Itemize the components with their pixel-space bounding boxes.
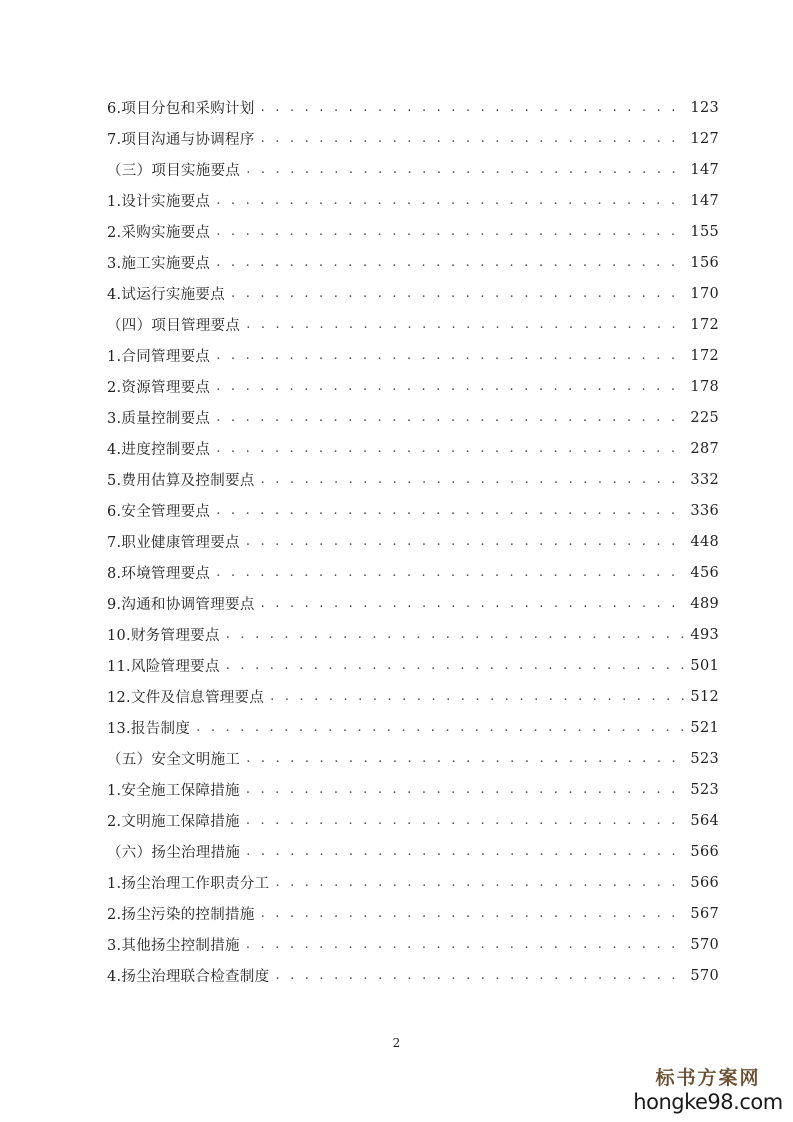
- toc-entry[interactable]: [107, 278, 719, 309]
- toc-dot-leader: [246, 163, 684, 176]
- toc-dot-leader: [246, 535, 685, 548]
- toc-entry[interactable]: [107, 185, 719, 216]
- toc-entry-title: 13.报告制度: [107, 721, 191, 737]
- toc-dot-leader: [246, 814, 685, 827]
- toc-entry-title: 8.环境管理要点: [107, 566, 211, 582]
- toc-entry[interactable]: [107, 402, 719, 433]
- toc-entry[interactable]: [107, 433, 719, 464]
- toc-entry[interactable]: [107, 712, 719, 743]
- toc-entry-title: 2.资源管理要点: [107, 380, 211, 396]
- toc-entry-page: 123: [690, 99, 719, 116]
- toc-entry-title: 11.风险管理要点: [107, 659, 220, 675]
- toc-dot-leader: [275, 876, 684, 889]
- toc-dot-leader: [226, 628, 685, 641]
- toc-entry-title: 9.沟通和协调管理要点: [107, 597, 255, 613]
- toc-entry-page: 170: [690, 285, 719, 302]
- toc-entry-page: 332: [690, 471, 719, 488]
- toc-entry-page: 147: [690, 192, 719, 209]
- watermark-logo: [633, 1063, 783, 1114]
- toc-entry-page: 178: [690, 378, 719, 395]
- toc-dot-leader: [196, 721, 684, 734]
- toc-entry-title: 4.扬尘治理联合检查制度: [107, 969, 270, 985]
- toc-dot-leader: [216, 349, 684, 362]
- watermark-title: 标书方案网: [655, 1067, 761, 1089]
- toc-entry[interactable]: [107, 929, 719, 960]
- toc-entry[interactable]: [107, 898, 719, 929]
- toc-entry[interactable]: [107, 371, 719, 402]
- toc-entry[interactable]: [107, 774, 719, 805]
- toc-entry-page: 287: [690, 440, 719, 457]
- toc-entry-title: 7.职业健康管理要点: [107, 535, 240, 551]
- toc-dot-leader: [216, 411, 684, 424]
- toc-entry[interactable]: [107, 681, 719, 712]
- toc-entry[interactable]: [107, 309, 719, 340]
- toc-dot-leader: [261, 907, 685, 920]
- toc-entry-page: 172: [690, 316, 719, 333]
- toc-entry-title: （六）扬尘治理措施: [107, 845, 241, 861]
- toc-entry-page: 336: [690, 502, 719, 519]
- toc-entry-page: 448: [690, 533, 719, 550]
- toc-dot-leader: [216, 442, 684, 455]
- toc-entry-page: 155: [690, 223, 719, 240]
- toc-entry-title: 3.施工实施要点: [107, 256, 211, 272]
- toc-entry-title: 1.扬尘治理工作职责分工: [107, 876, 270, 892]
- toc-dot-leader: [246, 938, 685, 951]
- toc-entry[interactable]: [107, 867, 719, 898]
- toc-entry-title: 1.安全施工保障措施: [107, 783, 240, 799]
- toc-entry-page: 156: [690, 254, 719, 271]
- toc-dot-leader: [246, 752, 684, 765]
- toc-dot-leader: [246, 845, 684, 858]
- toc-entry[interactable]: [107, 557, 719, 588]
- toc-entry-page: 512: [690, 688, 719, 705]
- toc-entry-page: 489: [690, 595, 719, 612]
- toc-entry-page: 570: [690, 967, 719, 984]
- toc-entry-page: 172: [690, 347, 719, 364]
- toc-entry[interactable]: [107, 836, 719, 867]
- toc-entry-page: 456: [690, 564, 719, 581]
- toc-dot-leader: [216, 225, 684, 238]
- toc-entry-title: 5.费用估算及控制要点: [107, 473, 255, 489]
- toc-entry[interactable]: [107, 588, 719, 619]
- toc-entry[interactable]: [107, 526, 719, 557]
- toc-entry[interactable]: [107, 216, 719, 247]
- toc-entry-page: 127: [690, 130, 719, 147]
- toc-entry-title: （三）项目实施要点: [107, 163, 241, 179]
- toc-dot-leader: [261, 101, 685, 114]
- toc-dot-leader: [216, 504, 684, 517]
- toc-entry[interactable]: [107, 805, 719, 836]
- toc-entry[interactable]: [107, 495, 719, 526]
- toc-entry-title: 6.项目分包和采购计划: [107, 101, 255, 117]
- toc-entry[interactable]: [107, 92, 719, 123]
- table-of-contents: [107, 92, 719, 991]
- toc-entry-page: 564: [690, 812, 719, 829]
- toc-entry-page: 147: [690, 161, 719, 178]
- toc-dot-leader: [226, 659, 685, 672]
- toc-dot-leader: [270, 690, 684, 703]
- toc-entry[interactable]: [107, 154, 719, 185]
- watermark-url: hongke98.com: [633, 1090, 783, 1114]
- toc-entry[interactable]: [107, 247, 719, 278]
- toc-entry-title: 1.设计实施要点: [107, 194, 211, 210]
- toc-entry-title: 3.质量控制要点: [107, 411, 211, 427]
- toc-entry-title: 2.文明施工保障措施: [107, 814, 240, 830]
- toc-entry-page: 501: [690, 657, 719, 674]
- toc-entry-title: 6.安全管理要点: [107, 504, 211, 520]
- toc-entry[interactable]: [107, 464, 719, 495]
- toc-dot-leader: [261, 597, 685, 610]
- toc-entry-page: 566: [690, 874, 719, 891]
- toc-entry-page: 225: [690, 409, 719, 426]
- toc-entry-page: 523: [690, 781, 719, 798]
- toc-entry-title: （五）安全文明施工: [107, 752, 241, 768]
- toc-entry-page: 567: [690, 905, 719, 922]
- toc-dot-leader: [275, 969, 684, 982]
- toc-entry[interactable]: [107, 619, 719, 650]
- toc-entry[interactable]: [107, 123, 719, 154]
- toc-entry[interactable]: [107, 960, 719, 991]
- toc-entry-title: 7.项目沟通与协调程序: [107, 132, 255, 148]
- toc-entry-page: 566: [690, 843, 719, 860]
- toc-entry-page: 570: [690, 936, 719, 953]
- toc-dot-leader: [261, 132, 685, 145]
- toc-dot-leader: [246, 783, 685, 796]
- toc-dot-leader: [231, 287, 684, 300]
- toc-entry-title: 12.文件及信息管理要点: [107, 690, 265, 706]
- toc-entry[interactable]: [107, 340, 719, 371]
- toc-dot-leader: [246, 318, 684, 331]
- toc-entry-page: 521: [690, 719, 719, 736]
- toc-dot-leader: [216, 380, 684, 393]
- toc-dot-leader: [216, 194, 684, 207]
- toc-dot-leader: [216, 566, 684, 579]
- toc-entry-title: 3.其他扬尘控制措施: [107, 938, 240, 954]
- toc-entry-page: 493: [690, 626, 719, 643]
- toc-entry-title: （四）项目管理要点: [107, 318, 241, 334]
- toc-entry-title: 1.合同管理要点: [107, 349, 211, 365]
- toc-entry-title: 2.扬尘污染的控制措施: [107, 907, 255, 923]
- page-number: 2: [392, 1036, 401, 1050]
- toc-entry[interactable]: [107, 743, 719, 774]
- toc-entry-title: 2.采购实施要点: [107, 225, 211, 241]
- toc-dot-leader: [216, 256, 684, 269]
- toc-entry-title: 4.试运行实施要点: [107, 287, 226, 303]
- toc-entry-page: 523: [690, 750, 719, 767]
- toc-entry[interactable]: [107, 650, 719, 681]
- toc-entry-title: 10.财务管理要点: [107, 628, 220, 644]
- toc-entry-title: 4.进度控制要点: [107, 442, 211, 458]
- toc-dot-leader: [261, 473, 685, 486]
